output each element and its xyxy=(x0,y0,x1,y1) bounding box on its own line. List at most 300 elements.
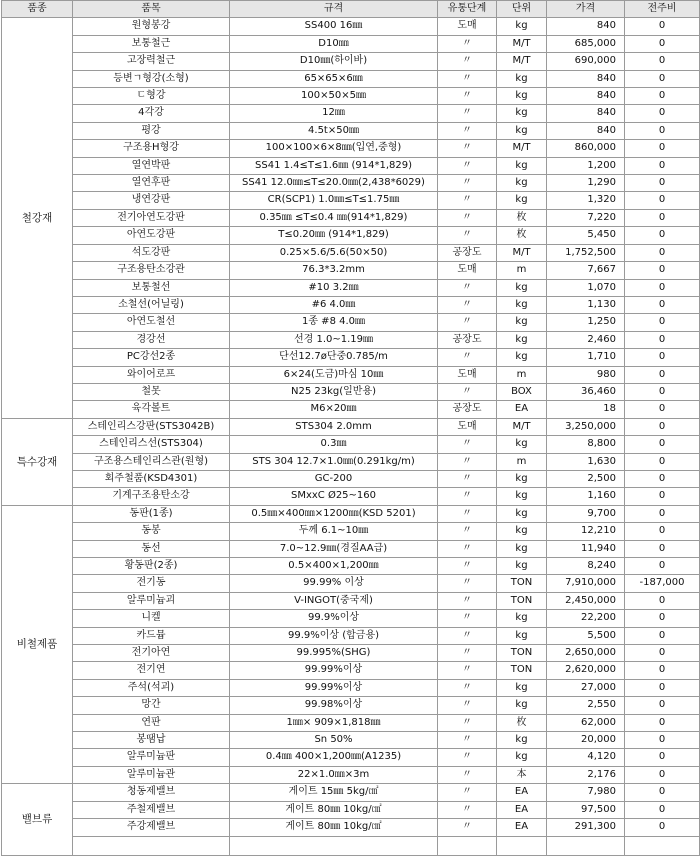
spec-cell: 0.3㎜ xyxy=(230,436,438,453)
item-cell: 회주철품(KSD4301) xyxy=(73,470,230,487)
item-cell: 기계구조용탄소강 xyxy=(73,488,230,505)
spec-cell: SS400 16㎜ xyxy=(230,18,438,35)
table-row xyxy=(2,436,700,453)
unit-cell: TON xyxy=(497,592,547,609)
price-cell: 2,176 xyxy=(547,766,625,783)
stage-cell: 〃 xyxy=(438,53,497,70)
unit-cell: EA xyxy=(497,801,547,818)
prev-cell: 0 xyxy=(625,645,700,662)
table-row xyxy=(2,331,700,348)
table-row xyxy=(2,88,700,105)
unit-cell: EA xyxy=(497,784,547,801)
unit-cell: kg xyxy=(497,697,547,714)
item-cell: 보통철선 xyxy=(73,279,230,296)
prev-cell: 0 xyxy=(625,35,700,52)
header-row xyxy=(2,1,700,18)
prev-cell: 0 xyxy=(625,627,700,644)
price-cell: 690,000 xyxy=(547,53,625,70)
category-cell: 철강재 xyxy=(2,18,73,418)
unit-cell: kg xyxy=(497,436,547,453)
unit-cell: TON xyxy=(497,645,547,662)
price-cell: 3,250,000 xyxy=(547,418,625,435)
spec-cell: 6×24(도금)마심 10㎜ xyxy=(230,366,438,383)
header-spec: 규격 xyxy=(230,1,438,18)
price-cell: 840 xyxy=(547,70,625,87)
stage-cell: 〃 xyxy=(438,470,497,487)
prev-cell: 0 xyxy=(625,279,700,296)
spec-cell: 1㎜× 909×1,818㎜ xyxy=(230,714,438,731)
price-cell: 62,000 xyxy=(547,714,625,731)
unit-cell: kg xyxy=(497,122,547,139)
empty-cell xyxy=(547,836,625,855)
stage-cell: 〃 xyxy=(438,523,497,540)
stage-cell: 〃 xyxy=(438,575,497,592)
unit-cell: kg xyxy=(497,18,547,35)
spec-cell: SMxxC Ø25~160 xyxy=(230,488,438,505)
stage-cell: 〃 xyxy=(438,505,497,522)
item-cell: 동판(1종) xyxy=(73,505,230,522)
table-row xyxy=(2,70,700,87)
price-cell: 1,070 xyxy=(547,279,625,296)
table-row xyxy=(2,105,700,122)
stage-cell: 〃 xyxy=(438,436,497,453)
prev-cell: 0 xyxy=(625,209,700,226)
spec-cell: 65×65×6㎜ xyxy=(230,70,438,87)
unit-cell: EA xyxy=(497,819,547,836)
item-cell: 알루미늄관 xyxy=(73,766,230,783)
price-cell: 2,460 xyxy=(547,331,625,348)
stage-cell: 〃 xyxy=(438,88,497,105)
item-cell: 카드뮴 xyxy=(73,627,230,644)
stage-cell: 〃 xyxy=(438,627,497,644)
spec-cell: T≤0.20㎜ (914*1,829) xyxy=(230,227,438,244)
item-cell: 주강제밸브 xyxy=(73,819,230,836)
spec-cell: STS 304 12.7×1.0㎜(0.291kg/m) xyxy=(230,453,438,470)
table-row xyxy=(2,262,700,279)
table-row xyxy=(2,697,700,714)
item-cell: 동봉 xyxy=(73,523,230,540)
item-cell: 전기아연도강판 xyxy=(73,209,230,226)
item-cell: 고장력철근 xyxy=(73,53,230,70)
table-row xyxy=(2,558,700,575)
item-cell: 철못 xyxy=(73,383,230,400)
unit-cell: m xyxy=(497,262,547,279)
table-row xyxy=(2,192,700,209)
price-cell: 7,980 xyxy=(547,784,625,801)
price-cell: 1,130 xyxy=(547,296,625,313)
stage-cell: 〃 xyxy=(438,70,497,87)
unit-cell: M/T xyxy=(497,418,547,435)
item-cell: 석도강판 xyxy=(73,244,230,261)
header-price: 가격 xyxy=(547,1,625,18)
table-row xyxy=(2,470,700,487)
header-item: 품목 xyxy=(73,1,230,18)
prev-cell: 0 xyxy=(625,175,700,192)
price-cell: 9,700 xyxy=(547,505,625,522)
price-cell: 8,240 xyxy=(547,558,625,575)
prev-cell: 0 xyxy=(625,349,700,366)
table-row xyxy=(2,453,700,470)
unit-cell: kg xyxy=(497,505,547,522)
price-cell: 291,300 xyxy=(547,819,625,836)
prev-cell: 0 xyxy=(625,819,700,836)
price-cell: 7,220 xyxy=(547,209,625,226)
item-cell: 전기동 xyxy=(73,575,230,592)
item-cell: 봉땜납 xyxy=(73,732,230,749)
item-cell: 알루미늄괴 xyxy=(73,592,230,609)
stage-cell: 〃 xyxy=(438,35,497,52)
category-cell: 특수강재 xyxy=(2,418,73,505)
table-row xyxy=(2,627,700,644)
price-cell: 685,000 xyxy=(547,35,625,52)
prev-cell: 0 xyxy=(625,679,700,696)
spec-cell: 99.995%(SHG) xyxy=(230,645,438,662)
spec-cell: D10㎜ xyxy=(230,35,438,52)
price-cell: 7,910,000 xyxy=(547,575,625,592)
item-cell: 육각볼트 xyxy=(73,401,230,418)
spec-cell: 100×50×5㎜ xyxy=(230,88,438,105)
spec-cell: N25 23kg(일반용) xyxy=(230,383,438,400)
stage-cell: 〃 xyxy=(438,279,497,296)
item-cell: 전기연 xyxy=(73,662,230,679)
price-cell: 1,200 xyxy=(547,157,625,174)
price-cell: 22,200 xyxy=(547,610,625,627)
table-row xyxy=(2,401,700,418)
prev-cell: 0 xyxy=(625,140,700,157)
price-cell: 2,650,000 xyxy=(547,645,625,662)
spec-cell: 99.99% 이상 xyxy=(230,575,438,592)
price-cell: 11,940 xyxy=(547,540,625,557)
stage-cell: 〃 xyxy=(438,766,497,783)
prev-cell: 0 xyxy=(625,18,700,35)
table-row xyxy=(2,227,700,244)
price-cell: 840 xyxy=(547,88,625,105)
item-cell: 전기아연 xyxy=(73,645,230,662)
price-cell: 97,500 xyxy=(547,801,625,818)
table-row xyxy=(2,314,700,331)
stage-cell: 〃 xyxy=(438,157,497,174)
stage-cell: 도매 xyxy=(438,366,497,383)
unit-cell: kg xyxy=(497,749,547,766)
price-cell: 5,500 xyxy=(547,627,625,644)
empty-cell xyxy=(230,836,438,855)
header-prev: 전주비 xyxy=(625,1,700,18)
header-unit: 단위 xyxy=(497,1,547,18)
spec-cell: 7.0~12.9㎜(경질AA급) xyxy=(230,540,438,557)
item-cell: 연판 xyxy=(73,714,230,731)
table-row xyxy=(2,488,700,505)
prev-cell: 0 xyxy=(625,540,700,557)
spec-cell: 게이트 80㎜ 10kg/㎠ xyxy=(230,801,438,818)
stage-cell: 〃 xyxy=(438,383,497,400)
stage-cell: 〃 xyxy=(438,697,497,714)
stage-cell: 도매 xyxy=(438,262,497,279)
unit-cell: kg xyxy=(497,470,547,487)
unit-cell: kg xyxy=(497,279,547,296)
spec-cell: #6 4.0㎜ xyxy=(230,296,438,313)
stage-cell: 〃 xyxy=(438,175,497,192)
prev-cell: 0 xyxy=(625,662,700,679)
stage-cell: 〃 xyxy=(438,296,497,313)
spec-cell: V-INGOT(중국제) xyxy=(230,592,438,609)
spec-cell: 0.5㎜×400㎜×1200㎜(KSD 5201) xyxy=(230,505,438,522)
item-cell: 주석(석괴) xyxy=(73,679,230,696)
table-row xyxy=(2,505,700,522)
table-row xyxy=(2,157,700,174)
stage-cell: 〃 xyxy=(438,349,497,366)
table-row xyxy=(2,140,700,157)
price-cell: 1,630 xyxy=(547,453,625,470)
stage-cell: 〃 xyxy=(438,714,497,731)
price-cell: 36,460 xyxy=(547,383,625,400)
prev-cell: 0 xyxy=(625,418,700,435)
item-cell: 주철제밸브 xyxy=(73,801,230,818)
item-cell: ㄷ형강 xyxy=(73,88,230,105)
spec-cell: 99.9%이상 (합금용) xyxy=(230,627,438,644)
prev-cell: 0 xyxy=(625,749,700,766)
price-cell: 1,752,500 xyxy=(547,244,625,261)
item-cell: 아연도강판 xyxy=(73,227,230,244)
spec-cell: 22×1.0㎜×3m xyxy=(230,766,438,783)
prev-cell: 0 xyxy=(625,244,700,261)
item-cell: 구조용스테인리스관(원형) xyxy=(73,453,230,470)
unit-cell: kg xyxy=(497,627,547,644)
price-cell: 8,800 xyxy=(547,436,625,453)
spec-cell: #10 3.2㎜ xyxy=(230,279,438,296)
stage-cell: 〃 xyxy=(438,488,497,505)
prev-cell: 0 xyxy=(625,70,700,87)
table-row xyxy=(2,209,700,226)
prev-cell: 0 xyxy=(625,331,700,348)
stage-cell: 〃 xyxy=(438,192,497,209)
spec-cell: 99.9%이상 xyxy=(230,610,438,627)
price-cell: 12,210 xyxy=(547,523,625,540)
unit-cell: kg xyxy=(497,296,547,313)
unit-cell: kg xyxy=(497,331,547,348)
table-row xyxy=(2,784,700,801)
unit-cell: kg xyxy=(497,679,547,696)
prev-cell: 0 xyxy=(625,801,700,818)
item-cell: 소철선(어닐링) xyxy=(73,296,230,313)
stage-cell: 〃 xyxy=(438,645,497,662)
unit-cell: M/T xyxy=(497,53,547,70)
item-cell: 스테인리스강판(STS3042B) xyxy=(73,418,230,435)
stage-cell: 〃 xyxy=(438,784,497,801)
item-cell: 원형봉강 xyxy=(73,18,230,35)
item-cell: 구조용H형강 xyxy=(73,140,230,157)
empty-cell xyxy=(73,836,230,855)
stage-cell: 〃 xyxy=(438,819,497,836)
stage-cell: 〃 xyxy=(438,105,497,122)
table-row xyxy=(2,296,700,313)
table-row xyxy=(2,714,700,731)
table-row xyxy=(2,175,700,192)
table-row xyxy=(2,418,700,435)
spec-cell: GC-200 xyxy=(230,470,438,487)
spec-cell: 99.99%이상 xyxy=(230,679,438,696)
table-row xyxy=(2,366,700,383)
item-cell: 니켈 xyxy=(73,610,230,627)
price-cell: 4,120 xyxy=(547,749,625,766)
item-cell: 경강선 xyxy=(73,331,230,348)
spec-cell: STS304 2.0mm xyxy=(230,418,438,435)
prev-cell: 0 xyxy=(625,453,700,470)
prev-cell: -187,000 xyxy=(625,575,700,592)
table-row xyxy=(2,819,700,836)
prev-cell: 0 xyxy=(625,732,700,749)
table-row xyxy=(2,523,700,540)
table-row xyxy=(2,662,700,679)
table-row xyxy=(2,279,700,296)
price-cell: 20,000 xyxy=(547,732,625,749)
price-cell: 980 xyxy=(547,366,625,383)
spec-cell: 0.5×400×1,200㎜ xyxy=(230,558,438,575)
prev-cell: 0 xyxy=(625,558,700,575)
table-row xyxy=(2,53,700,70)
item-cell: 열연박판 xyxy=(73,157,230,174)
price-cell: 1,320 xyxy=(547,192,625,209)
stage-cell: 〃 xyxy=(438,732,497,749)
spec-cell: 12㎜ xyxy=(230,105,438,122)
prev-cell: 0 xyxy=(625,714,700,731)
unit-cell: kg xyxy=(497,732,547,749)
price-cell: 2,550 xyxy=(547,697,625,714)
item-cell: 냉연강판 xyxy=(73,192,230,209)
spec-cell: 99.99%이상 xyxy=(230,662,438,679)
stage-cell: 〃 xyxy=(438,314,497,331)
spec-cell: 1종 #8 4.0㎜ xyxy=(230,314,438,331)
unit-cell: kg xyxy=(497,523,547,540)
table-row xyxy=(2,592,700,609)
prev-cell: 0 xyxy=(625,314,700,331)
stage-cell: 〃 xyxy=(438,558,497,575)
unit-cell: kg xyxy=(497,314,547,331)
stage-cell: 〃 xyxy=(438,662,497,679)
stage-cell: 공장도 xyxy=(438,401,497,418)
price-cell: 860,000 xyxy=(547,140,625,157)
price-cell: 840 xyxy=(547,18,625,35)
item-cell: 청동제밸브 xyxy=(73,784,230,801)
table-row xyxy=(2,801,700,818)
spec-cell: 게이트 15㎜ 5kg/㎠ xyxy=(230,784,438,801)
table-row xyxy=(2,540,700,557)
stage-cell: 〃 xyxy=(438,540,497,557)
unit-cell: BOX xyxy=(497,383,547,400)
price-cell: 27,000 xyxy=(547,679,625,696)
table-row xyxy=(2,679,700,696)
prev-cell: 0 xyxy=(625,122,700,139)
prev-cell: 0 xyxy=(625,784,700,801)
unit-cell: kg xyxy=(497,192,547,209)
spec-cell: 선경 1.0~1.19㎜ xyxy=(230,331,438,348)
spec-cell: 99.98%이상 xyxy=(230,697,438,714)
price-cell: 840 xyxy=(547,122,625,139)
category-cell: 비철제품 xyxy=(2,505,73,784)
stage-cell: 〃 xyxy=(438,209,497,226)
prev-cell: 0 xyxy=(625,88,700,105)
header-category: 품종 xyxy=(2,1,73,18)
item-cell: PC강선2종 xyxy=(73,349,230,366)
stage-cell: 공장도 xyxy=(438,331,497,348)
prev-cell: 0 xyxy=(625,105,700,122)
price-cell: 2,620,000 xyxy=(547,662,625,679)
unit-cell: kg xyxy=(497,349,547,366)
spec-cell: 게이트 80㎜ 10kg/㎠ xyxy=(230,819,438,836)
stage-cell: 공장도 xyxy=(438,244,497,261)
header-stage: 유통단계 xyxy=(438,1,497,18)
item-cell: 열연후판 xyxy=(73,175,230,192)
prev-cell: 0 xyxy=(625,383,700,400)
item-cell: 평강 xyxy=(73,122,230,139)
unit-cell: 枚 xyxy=(497,714,547,731)
item-cell: 알루미늄판 xyxy=(73,749,230,766)
item-cell: 보통철근 xyxy=(73,35,230,52)
price-cell: 840 xyxy=(547,105,625,122)
prev-cell: 0 xyxy=(625,53,700,70)
price-cell: 1,160 xyxy=(547,488,625,505)
item-cell: 황동판(2종) xyxy=(73,558,230,575)
stage-cell: 도매 xyxy=(438,18,497,35)
prev-cell: 0 xyxy=(625,523,700,540)
price-table xyxy=(1,0,700,856)
spec-cell: D10㎜(하이바) xyxy=(230,53,438,70)
price-cell: 1,710 xyxy=(547,349,625,366)
unit-cell: m xyxy=(497,366,547,383)
price-cell: 1,290 xyxy=(547,175,625,192)
table-row xyxy=(2,575,700,592)
unit-cell: kg xyxy=(497,175,547,192)
table-row xyxy=(2,18,700,35)
item-cell: 4각강 xyxy=(73,105,230,122)
unit-cell: kg xyxy=(497,88,547,105)
item-cell: 스테인리스선(STS304) xyxy=(73,436,230,453)
unit-cell: kg xyxy=(497,488,547,505)
prev-cell: 0 xyxy=(625,227,700,244)
unit-cell: M/T xyxy=(497,244,547,261)
prev-cell: 0 xyxy=(625,592,700,609)
spec-cell: M6×20㎜ xyxy=(230,401,438,418)
stage-cell: 〃 xyxy=(438,592,497,609)
spec-cell: SS41 1.4≤T≤1.6㎜ (914*1,829) xyxy=(230,157,438,174)
category-cell: 밸브류 xyxy=(2,784,73,855)
spec-cell: SS41 12.0㎜≤T≤20.0㎜(2,438*6029) xyxy=(230,175,438,192)
unit-cell: kg xyxy=(497,157,547,174)
item-cell: 구조용탄소강관 xyxy=(73,262,230,279)
empty-cell xyxy=(497,836,547,855)
empty-cell xyxy=(438,836,497,855)
spec-cell: 단선12.7ø단중0.785/m xyxy=(230,349,438,366)
stage-cell: 〃 xyxy=(438,749,497,766)
spec-cell: 0.4㎜ 400×1,200㎜(A1235) xyxy=(230,749,438,766)
unit-cell: kg xyxy=(497,70,547,87)
spec-cell: 0.25×5.6/5.6(50×50) xyxy=(230,244,438,261)
prev-cell: 0 xyxy=(625,488,700,505)
prev-cell: 0 xyxy=(625,401,700,418)
item-cell: 동선 xyxy=(73,540,230,557)
prev-cell: 0 xyxy=(625,296,700,313)
price-cell: 18 xyxy=(547,401,625,418)
prev-cell: 0 xyxy=(625,697,700,714)
prev-cell: 0 xyxy=(625,366,700,383)
unit-cell: 本 xyxy=(497,766,547,783)
prev-cell: 0 xyxy=(625,436,700,453)
spec-cell: 4.5t×50㎜ xyxy=(230,122,438,139)
stage-cell: 〃 xyxy=(438,227,497,244)
price-cell: 7,667 xyxy=(547,262,625,279)
spec-cell: Sn 50% xyxy=(230,732,438,749)
spec-cell: 두께 6.1~10㎜ xyxy=(230,523,438,540)
item-cell: 와이어로프 xyxy=(73,366,230,383)
